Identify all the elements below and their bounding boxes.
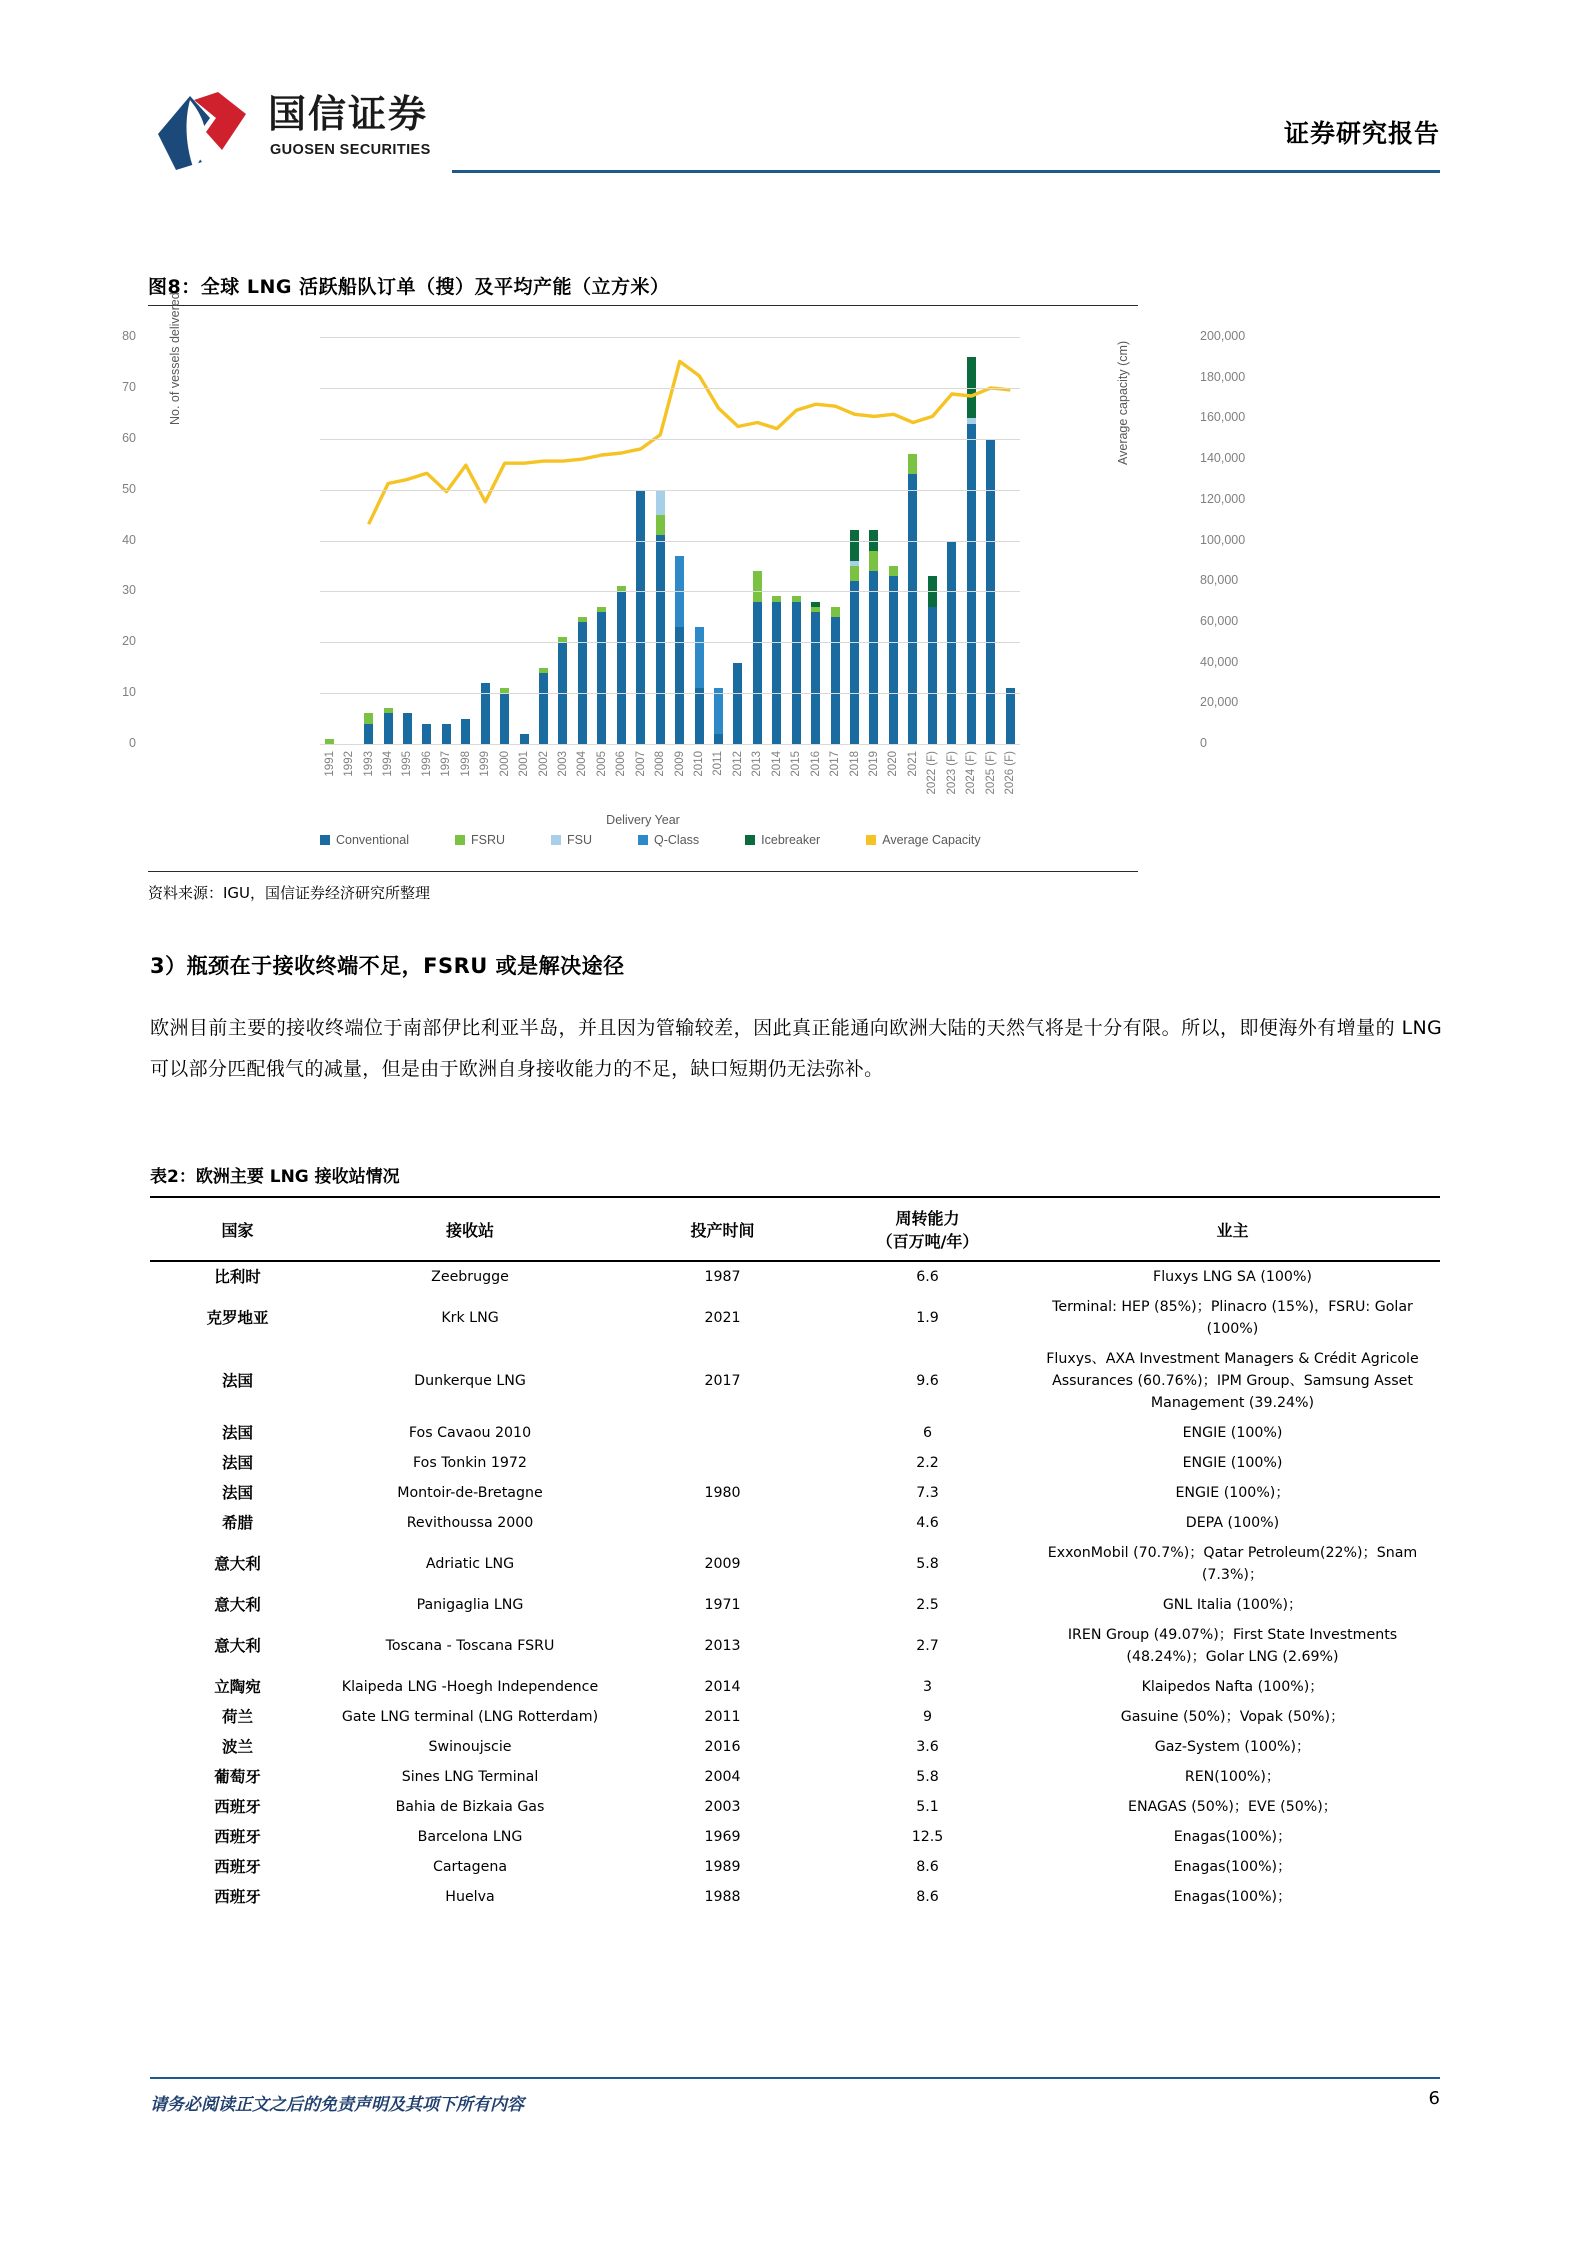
legend-label: Conventional [336, 833, 409, 847]
table-cell: 比利时 [214, 1268, 261, 1286]
chart-y-tick: 10 [122, 685, 136, 700]
chart-x-tick [339, 749, 358, 811]
table-cell: ENAGAS (50%)；EVE (50%)； [1128, 1799, 1337, 1815]
table-cell: 克罗地亚 [206, 1309, 269, 1327]
table-cell: 2.5 [916, 1597, 939, 1613]
brand-name-en: GUOSEN SECURITIES [270, 142, 431, 158]
legend-swatch-icon [455, 835, 465, 845]
chart-x-tick-text: 1998 [459, 751, 472, 777]
turnover-line1: 周转能力 [895, 1209, 960, 1228]
chart-y2-tick: 160,000 [1200, 410, 1246, 425]
table-cell: 5.8 [916, 1769, 939, 1785]
legend-swatch-icon [638, 835, 648, 845]
table-cell: Fluxys LNG SA (100%) [1153, 1269, 1312, 1285]
table-cell: Zeebrugge [431, 1269, 509, 1285]
chart-x-tick [787, 749, 806, 811]
chart-x-tick-text: 2022 (F) [926, 751, 939, 795]
chart-y2-tick: 20,000 [1200, 695, 1239, 710]
chart-x-tick [670, 749, 689, 811]
table-cell: 2009 [704, 1556, 741, 1572]
table-cell: Revithoussa 2000 [406, 1515, 534, 1531]
chart-x-tick [942, 749, 961, 811]
chart-x-tick [495, 749, 514, 811]
chart-x-tick-text: 2018 [848, 751, 861, 777]
chart-x-tick [573, 749, 592, 811]
table-cell: 立陶宛 [214, 1678, 261, 1696]
table-cell: 12.5 [911, 1829, 944, 1845]
table-cell: 5.1 [916, 1799, 939, 1815]
chart-y2-tick: 200,000 [1200, 329, 1246, 343]
chart-x-tick-text: 2002 [537, 751, 550, 777]
chart-x-tick [709, 749, 728, 811]
chart-x-tick [417, 749, 436, 811]
table-cell: Gate LNG terminal (LNG Rotterdam) [341, 1709, 599, 1725]
legend-label: Average Capacity [882, 833, 981, 847]
chart-x-tick [650, 749, 669, 811]
chart-x-tick-text: 2001 [518, 751, 531, 777]
chart-x-tick [825, 749, 844, 811]
chart-y2-tick: 60,000 [1200, 613, 1239, 628]
chart-x-tick [1000, 749, 1019, 811]
table-cell: Cartagena [432, 1859, 508, 1875]
chart-y-tick: 30 [122, 583, 136, 598]
chart-y2-tick: 180,000 [1200, 369, 1246, 384]
chart-y2-axis-label: Average capacity (cm) [1116, 340, 1130, 465]
chart-x-tick [748, 749, 767, 811]
table-row [150, 1732, 1440, 1762]
table-row [150, 1538, 1440, 1590]
table-row [150, 1762, 1440, 1792]
chart-x-tick [689, 749, 708, 811]
chart-x-tick [456, 749, 475, 811]
chart-x-tick-text: 2026 (F) [1004, 751, 1017, 795]
chart-x-tick-text: 2012 [731, 751, 744, 777]
chart-x-tick-text: 2009 [673, 751, 686, 777]
legend-swatch-icon [745, 835, 755, 845]
chart-x-tick [612, 749, 631, 811]
chart-y-tick: 40 [122, 532, 136, 547]
table-header-row [150, 1197, 1440, 1261]
table-cell: Bahia de Bizkaia Gas [395, 1799, 545, 1815]
chart-x-tick-text: 2024 (F) [965, 751, 978, 795]
table-row [150, 1672, 1440, 1702]
table-title: 表2：欧洲主要 LNG 接收站情况 [150, 1167, 400, 1187]
table-cell: 1989 [704, 1859, 741, 1875]
table-cell: 西班牙 [214, 1828, 261, 1846]
chart-x-tick [437, 749, 456, 811]
footer-disclaimer: 请务必阅读正文之后的免责声明及其项下所有内容 [150, 2095, 524, 2115]
table-cell: ENGIE (100%) [1182, 1455, 1283, 1471]
chart-x-tick [534, 749, 553, 811]
table-head [150, 1197, 1440, 1261]
table-cell: 2013 [704, 1638, 741, 1654]
chart-x-tick [806, 749, 825, 811]
chart-x-tick-labels [320, 749, 1020, 811]
chart-legend-item [551, 833, 592, 847]
chart-x-tick [845, 749, 864, 811]
table-cell: 3 [922, 1679, 933, 1695]
table-row [150, 1590, 1440, 1620]
chart-gridline [320, 337, 1020, 338]
legend-label: FSU [567, 833, 592, 847]
table-cell: 2016 [704, 1739, 741, 1755]
table-cell: Fos Cavaou 2010 [408, 1425, 532, 1441]
chart-x-tick-text: 1999 [479, 751, 492, 777]
chart-y2-tick: 140,000 [1200, 451, 1246, 466]
table-cell: 1.9 [916, 1310, 939, 1326]
table-cell: Fluxys、AXA Investment Managers & Crédit Agricole Assurances (60.76%)；IPM Group、Samsung Asset Management (39.24%) [1046, 1351, 1419, 1411]
table-cell: 西班牙 [214, 1858, 261, 1876]
chart-x-tick [981, 749, 1000, 811]
table-cell: 1988 [704, 1889, 741, 1905]
header-divider [452, 170, 1440, 173]
chart-y2-tick: 0 [1200, 736, 1207, 750]
table-cell: 法国 [221, 1454, 253, 1472]
chart-y2-tick: 40,000 [1200, 654, 1239, 669]
table-cell: 波兰 [221, 1738, 253, 1756]
table-row [150, 1620, 1440, 1672]
table-cell: 意大利 [214, 1596, 261, 1614]
table-cell: 2003 [704, 1799, 741, 1815]
table-cell: Enagas(100%)； [1173, 1889, 1292, 1905]
chart-gridline [320, 642, 1020, 643]
table-cell [615, 1508, 830, 1538]
table-cell: 西班牙 [214, 1798, 261, 1816]
chart-x-tick-text: 1997 [440, 751, 453, 777]
table-row [150, 1882, 1440, 1912]
chart-y-tick: 50 [122, 481, 136, 496]
chart-x-tick-text: 2015 [790, 751, 803, 777]
chart-x-tick-text: 2020 [887, 751, 900, 777]
chart-x-tick-text: 2014 [770, 751, 783, 777]
table-cell: 2014 [704, 1679, 741, 1695]
table-cell: 意大利 [214, 1555, 261, 1573]
chart-x-tick-text: 2023 (F) [945, 751, 958, 795]
table-cell: 1969 [704, 1829, 741, 1845]
chart-gridline [320, 439, 1020, 440]
table-cell: 9.6 [916, 1373, 939, 1389]
table-cell: Sines LNG Terminal [401, 1769, 539, 1785]
legend-swatch-icon [320, 835, 330, 845]
figure-title: 图8：全球 LNG 活跃船队订单（搜）及平均产能（立方米） [148, 276, 670, 298]
chart-gridline [320, 541, 1020, 542]
chart-legend-item [638, 833, 699, 847]
table-cell: ENGIE (100%) [1182, 1425, 1283, 1441]
average-capacity-path [369, 361, 1011, 524]
table-cell: Huelva [445, 1889, 495, 1905]
table-cell: Gasuine (50%)；Vopak (50%)； [1120, 1709, 1345, 1725]
chart-legend-item [320, 833, 409, 847]
chart-x-tick [864, 749, 883, 811]
table-cell: 2017 [704, 1373, 741, 1389]
chart-y-tick: 70 [122, 379, 136, 394]
table-cell: REN(100%)； [1184, 1769, 1281, 1785]
chart-x-tick [961, 749, 980, 811]
chart-legend-item [455, 833, 505, 847]
chart-x-tick-text: 2004 [576, 751, 589, 777]
chart-legend [320, 833, 1120, 847]
table-cell: Krk LNG [441, 1310, 499, 1326]
table-cell: 8.6 [916, 1889, 939, 1905]
chart-x-tick [767, 749, 786, 811]
chart-x-tick-text: 2017 [829, 751, 842, 777]
chart-y-axis-label: No. of vessels delivered [168, 292, 182, 425]
chart-x-tick [923, 749, 942, 811]
chart-x-axis-label: Delivery Year [606, 813, 680, 827]
table-cell: Montoir-de-Bretagne [397, 1485, 543, 1501]
chart-legend-item [745, 833, 820, 847]
table-cell: 1971 [704, 1597, 741, 1613]
chart-x-tick-text: 2003 [556, 751, 569, 777]
table-row [150, 1344, 1440, 1418]
figure-bottom-rule [148, 871, 1138, 872]
table-cell: 希腊 [221, 1514, 253, 1532]
table-cell: 8.6 [916, 1859, 939, 1875]
chart-x-tick-text: 2000 [498, 751, 511, 777]
table-cell [615, 1418, 830, 1448]
chart-gridline [320, 744, 1020, 745]
table-row [150, 1418, 1440, 1448]
col-header-terminal: 接收站 [445, 1220, 494, 1240]
table-cell: ENGIE (100%)； [1175, 1485, 1290, 1501]
table-cell: 法国 [221, 1484, 253, 1502]
table-cell: 9 [922, 1709, 933, 1725]
chart-gridline [320, 490, 1020, 491]
table-row [150, 1448, 1440, 1478]
table-body [150, 1261, 1440, 1912]
chart-x-tick-text: 2021 [906, 751, 919, 777]
table-cell: Adriatic LNG [425, 1556, 515, 1572]
table-cell: 5.8 [916, 1556, 939, 1572]
chart-x-tick [553, 749, 572, 811]
table-cell: 2.7 [916, 1638, 939, 1654]
chart-x-tick [884, 749, 903, 811]
chart-y-tick: 80 [122, 329, 136, 343]
table-cell: 1980 [704, 1485, 741, 1501]
col-header-startup: 投产时间 [690, 1220, 755, 1240]
table-row [150, 1508, 1440, 1538]
col-header-owner: 业主 [1216, 1220, 1249, 1240]
chart-x-tick [728, 749, 747, 811]
chart-x-tick-text: 2010 [693, 751, 706, 777]
table-cell: Klaipedos Nafta (100%)； [1141, 1679, 1324, 1695]
table-cell: Enagas(100%)； [1173, 1829, 1292, 1845]
table-cell: Swinoujscie [428, 1739, 512, 1755]
chart-x-tick [359, 749, 378, 811]
guosen-logo [150, 88, 450, 180]
table-cell: 6.6 [916, 1269, 939, 1285]
table-cell: 7.3 [916, 1485, 939, 1501]
table-cell: Fos Tonkin 1972 [413, 1455, 527, 1471]
figure-source: 资料来源：IGU，国信证券经济研究所整理 [148, 884, 431, 902]
table-row [150, 1822, 1440, 1852]
table-cell: IREN Group (49.07%)；First State Investments (48.24%)；Golar LNG (2.69%) [1067, 1627, 1398, 1665]
legend-label: Icebreaker [761, 833, 821, 847]
lng-fleet-chart [122, 292, 1246, 871]
table-row [150, 1478, 1440, 1508]
col-header-turnover [830, 1197, 1025, 1261]
table-row [150, 1261, 1440, 1292]
chart-x-tick-text: 2007 [634, 751, 647, 777]
table-cell: 2011 [704, 1709, 741, 1725]
table-row [150, 1852, 1440, 1882]
chart-x-tick-text: 2013 [751, 751, 764, 777]
chart-gridline [320, 591, 1020, 592]
table-cell: 意大利 [214, 1637, 261, 1655]
chart-legend-item [866, 833, 980, 847]
table-cell: 法国 [221, 1424, 253, 1442]
table-cell: 荷兰 [221, 1708, 253, 1726]
table-row [150, 1292, 1440, 1344]
chart-x-tick [378, 749, 397, 811]
footer-divider [150, 2077, 1440, 2079]
lng-terminals-table [150, 1196, 1440, 1912]
chart-x-tick [631, 749, 650, 811]
table-cell: ExxonMobil (70.7%)；Qatar Petroleum(22%)；Snam (7.3%)； [1047, 1545, 1418, 1583]
legend-label: FSRU [470, 833, 505, 847]
chart-x-tick [398, 749, 417, 811]
table-cell [615, 1448, 830, 1478]
chart-x-tick [514, 749, 533, 811]
table-cell: 2.2 [916, 1455, 939, 1471]
chart-x-tick-text: 1995 [401, 751, 414, 777]
chart-x-tick-text: 2008 [654, 751, 667, 777]
section-paragraph: 欧洲目前主要的接收终端位于南部伊比利亚半岛，并且因为管输较差，因此真正能通向欧洲大陆的天然气将是十分有限。所以，即便海外有增量的 LNG 可以部分匹配俄气的减量，但是由于欧洲自身接收能力的不足，缺口短期仍无法弥补。 [150, 1017, 1442, 1080]
chart-gridline [320, 388, 1020, 389]
table-cell: 西班牙 [214, 1888, 261, 1906]
chart-x-tick [592, 749, 611, 811]
chart-x-tick-text: 2006 [615, 751, 628, 777]
table-row [150, 1702, 1440, 1732]
table-cell: Klaipeda LNG -Hoegh Independence [341, 1679, 599, 1695]
logo-mark-icon [150, 88, 265, 176]
chart-y-tick: 60 [122, 430, 136, 445]
table-row [150, 1792, 1440, 1822]
table-cell: 3.6 [916, 1739, 939, 1755]
legend-label: Q-Class [654, 833, 700, 847]
table-cell: Panigaglia LNG [416, 1597, 524, 1613]
table-cell: Toscana - Toscana FSRU [385, 1638, 555, 1654]
chart-x-tick [320, 749, 339, 811]
report-type-label: 证券研究报告 [1283, 119, 1440, 148]
chart-y-tick: 20 [122, 634, 136, 649]
chart-x-tick-text: 2019 [867, 751, 880, 777]
chart-x-tick-text: 1992 [343, 751, 356, 777]
chart-y2-tick: 120,000 [1200, 491, 1246, 506]
legend-swatch-icon [551, 835, 561, 845]
table-cell: 4.6 [916, 1515, 939, 1531]
table-cell: Enagas(100%)； [1173, 1859, 1292, 1875]
table-cell: 2004 [704, 1769, 741, 1785]
brand-name-cn: 国信证券 [268, 92, 429, 136]
table-cell: 法国 [221, 1372, 253, 1390]
table-cell: DEPA (100%) [1185, 1515, 1280, 1531]
chart-x-tick-text: 2011 [712, 751, 725, 776]
chart-gridline [320, 693, 1020, 694]
chart-x-tick-text: 1996 [420, 751, 433, 777]
chart-x-tick-text: 2005 [595, 751, 608, 777]
section-heading: 3）瓶颈在于接收终端不足，FSRU 或是解决途径 [150, 954, 625, 978]
table-cell: Dunkerque LNG [414, 1373, 526, 1389]
table-cell: 葡萄牙 [214, 1768, 261, 1786]
turnover-line2: （百万吨/年） [876, 1232, 979, 1251]
page-number: 6 [1428, 2088, 1440, 2109]
figure-container [122, 292, 1246, 871]
table-cell: 2021 [704, 1310, 741, 1326]
legend-swatch-icon [866, 835, 876, 845]
chart-x-tick-text: 2025 (F) [984, 751, 997, 795]
chart-x-tick-text: 2016 [809, 751, 822, 777]
table-cell: 1987 [704, 1269, 741, 1285]
chart-x-tick [476, 749, 495, 811]
col-header-country: 国家 [221, 1220, 254, 1240]
chart-x-tick-text: 1991 [323, 751, 336, 777]
chart-x-tick-text: 1993 [362, 751, 375, 777]
table-cell: GNL Italia (100%)； [1162, 1597, 1303, 1613]
table-cell: Barcelona LNG [417, 1829, 523, 1845]
table-cell: 6 [922, 1425, 933, 1441]
chart-y2-tick: 100,000 [1200, 532, 1246, 547]
chart-x-tick [903, 749, 922, 811]
table-cell: Gaz-System (100%)； [1154, 1739, 1311, 1755]
table-cell: Terminal: HEP (85%)；Plinacro (15%)，FSRU: Golar (100%) [1052, 1299, 1413, 1337]
chart-y-tick: 0 [129, 736, 136, 750]
chart-x-tick-text: 1994 [382, 751, 395, 777]
chart-y2-tick: 80,000 [1200, 573, 1239, 588]
